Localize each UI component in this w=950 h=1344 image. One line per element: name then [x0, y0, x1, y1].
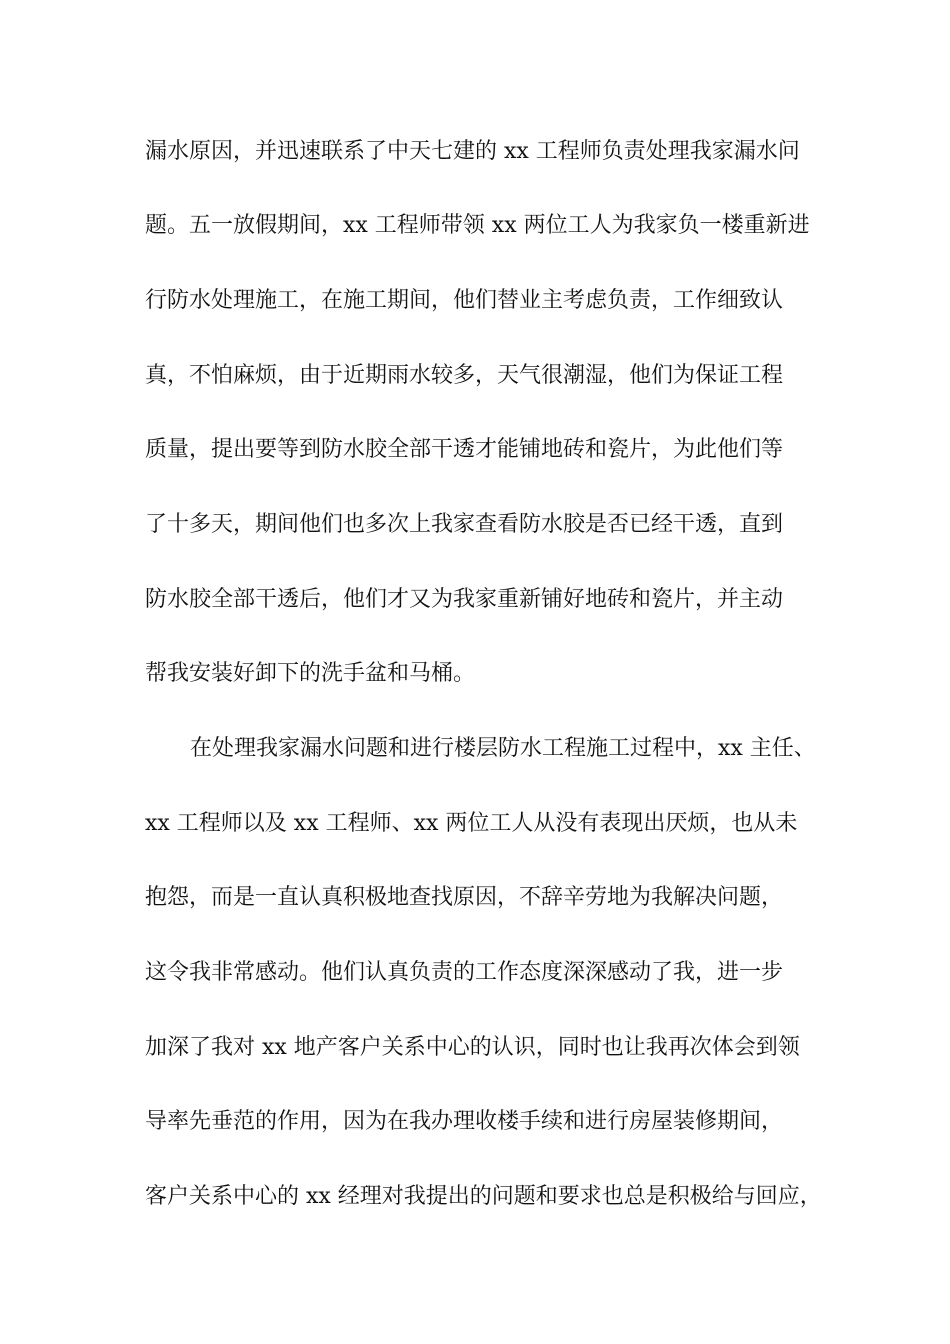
- text-line: 题。五一放假期间，xx 工程师带领 xx 两位工人为我家负一楼重新进: [145, 213, 810, 238]
- text-line: 了十多天，期间他们也多次上我家查看防水胶是否已经干透，直到: [145, 512, 784, 537]
- text-line: 行防水处理施工，在施工期间，他们替业主考虑负责，工作细致认: [145, 288, 784, 313]
- text-line: 真，不怕麻烦，由于近期雨水较多，天气很潮湿，他们为保证工程: [145, 363, 784, 388]
- text-line: 质量，提出要等到防水胶全部干透才能铺地砖和瓷片，为此他们等: [145, 437, 784, 462]
- text-line: 导率先垂范的作用，因为在我办理收楼手续和进行房屋装修期间，: [145, 1109, 784, 1134]
- paragraph-first-line: 在处理我家漏水问题和进行楼层防水工程施工过程中，xx 主任、: [190, 736, 816, 761]
- text-line: xx 工程师以及 xx 工程师、xx 两位工人从没有表现出厌烦，也从未: [145, 811, 798, 836]
- text-line: 这令我非常感动。他们认真负责的工作态度深深感动了我，进一步: [145, 960, 784, 985]
- text-line: 帮我安装好卸下的洗手盆和马桶。: [145, 661, 476, 686]
- text-line: 抱怨，而是一直认真积极地查找原因，不辞辛劳地为我解决问题，: [145, 885, 784, 910]
- text-line: 客户关系中心的 xx 经理对我提出的问题和要求也总是积极给与回应，: [145, 1184, 822, 1209]
- text-line: 防水胶全部干透后，他们才又为我家重新铺好地砖和瓷片，并主动: [145, 587, 784, 612]
- text-line: 漏水原因，并迅速联系了中天七建的 xx 工程师负责处理我家漏水问: [145, 139, 800, 164]
- text-line: 加深了我对 xx 地产客户关系中心的认识，同时也让我再次体会到领: [145, 1035, 800, 1060]
